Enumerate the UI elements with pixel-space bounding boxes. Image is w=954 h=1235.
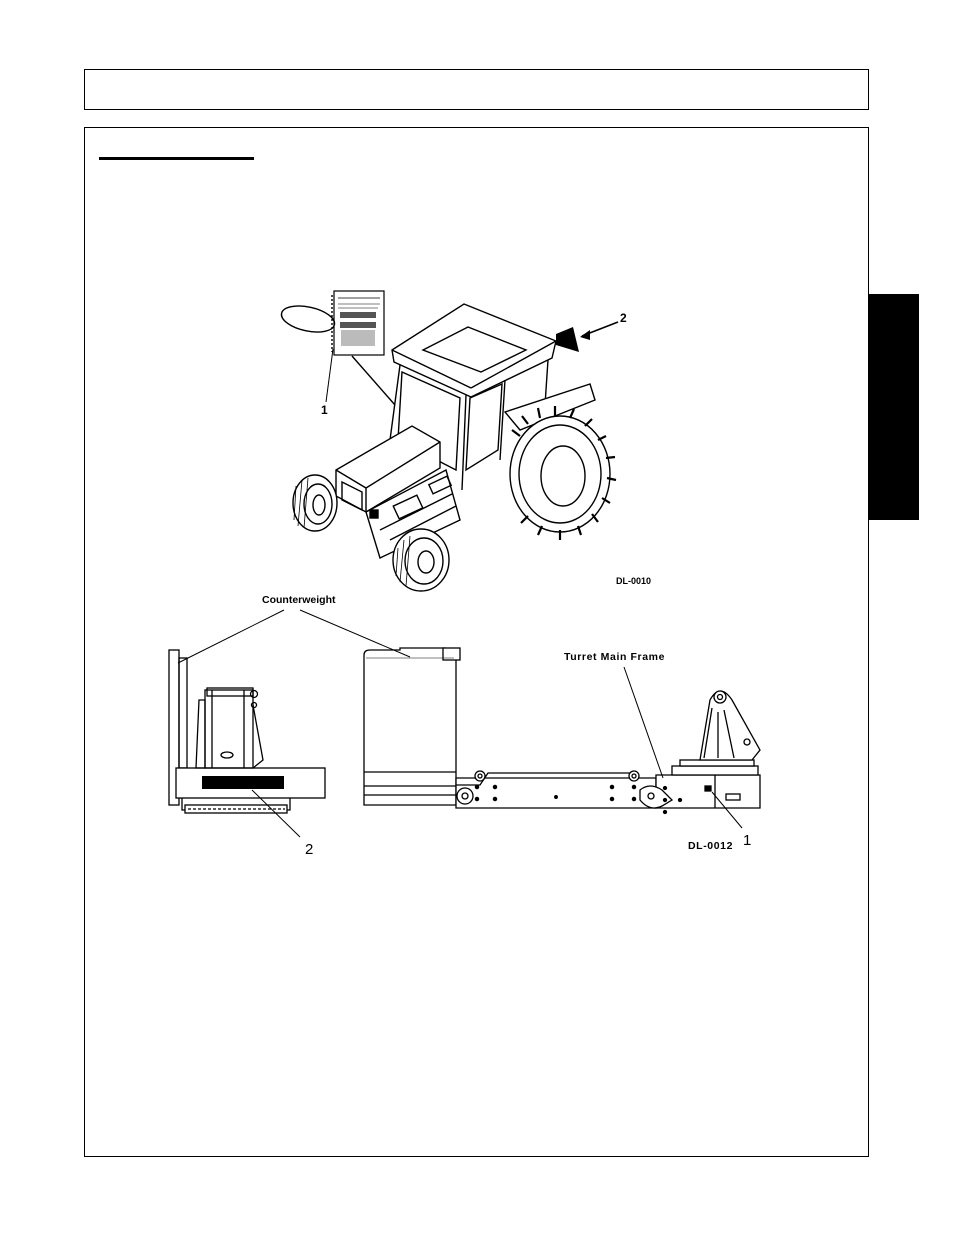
- figure1-callout-2: 2: [620, 311, 627, 325]
- tractor-illustration: [279, 291, 618, 591]
- operator-manual-icon: [332, 291, 384, 355]
- decal-1-marker: [705, 786, 711, 791]
- decal-2-marker: [202, 776, 284, 789]
- front-right-tire: [393, 529, 449, 591]
- counterweight-side-view: [169, 650, 325, 813]
- figure2-code: DL-0012: [688, 840, 734, 852]
- figure2-callout-1: 1: [743, 832, 752, 849]
- decal-location-marker: [556, 327, 579, 352]
- counterweight-turret-illustration: [169, 610, 760, 837]
- counterweight-block: [364, 648, 460, 805]
- manual-tube-loop: [279, 302, 337, 337]
- figure2-callout-2: 2: [305, 841, 314, 858]
- front-left-tire: [293, 475, 337, 531]
- counterweight-label: Counterweight: [262, 594, 336, 606]
- figure1-callout-1: 1: [321, 403, 328, 417]
- turret-main-frame-label: Turret Main Frame: [564, 651, 666, 663]
- figure1-code: DL-0010: [616, 576, 652, 586]
